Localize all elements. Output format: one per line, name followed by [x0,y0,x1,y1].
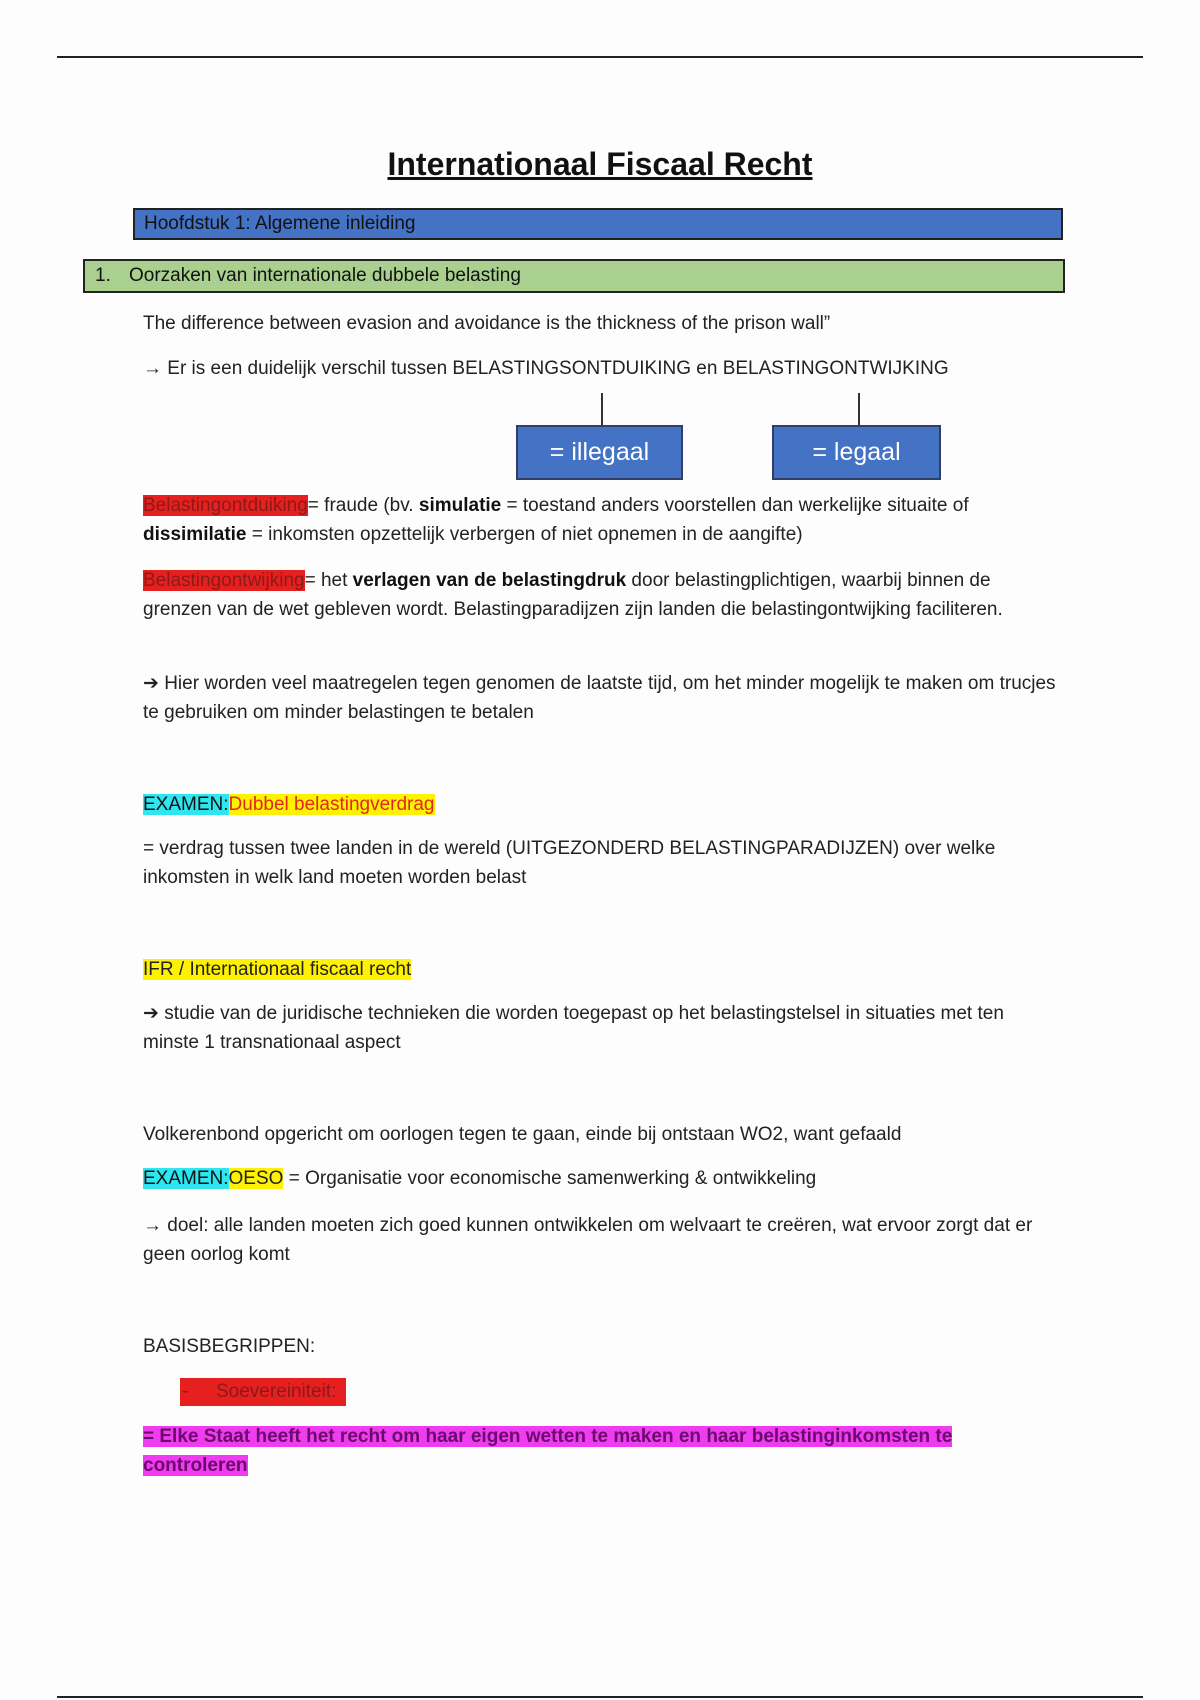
simulatie-term: simulatie [418,495,502,516]
legal-box: = legaal [772,425,941,480]
soevereiniteit-bullet [180,1378,346,1406]
oeso-term: OESO [228,1168,284,1189]
belastingdruk-term: verlagen van de belastingdruk [352,570,627,591]
quote-paragraph: The difference between evasion and avoidance is the thickness of the prison wall” [143,313,831,334]
volkerenbond-paragraph: Volkerenbond opgericht om oorlogen tegen te gaan, einde bij ontstaan WO2, want gefaald [143,1124,902,1145]
ontwijking-text-2: door belastingplichtigen, waarbij binnen de grenzen van de wet gebleven wordt. Belastingparadijzen zijn landen die belastingontwijking faciliteren. [143,570,1003,620]
dubbel-belastingverdrag-term: Dubbel belastingverdrag [228,794,435,815]
ifr-term: IFR / Internationaal fiscaal recht [143,959,412,980]
chapter-heading: Hoofdstuk 1: Algemene inleiding [133,208,1063,240]
section-title: Oorzaken van internationale dubbele belasting [129,265,521,286]
exam-label: EXAMEN: [143,794,229,815]
oeso-definition: = Organisatie voor economische samenwerking & ontwikkeling [283,1168,817,1189]
connector-line-illegal [601,393,603,425]
connector-line-legal [858,393,860,425]
illegal-box: = illegaal [516,425,683,480]
ontwijking-paragraph [143,566,1063,624]
ontwijking-term: Belastingontwijking [143,570,305,591]
maatregelen-paragraph: ➔ Hier worden veel maatregelen tegen genomen de laatste tijd, om het minder mogelijk te maken om trucjes te gebruiken om minder belastingen te betalen [143,673,1056,723]
staat-definition: = Elke Staat heeft het recht om haar eigen wetten te maken en haar belastinginkomsten te controleren [143,1426,953,1476]
staat-paragraph [143,1422,983,1480]
section-heading [83,259,1065,293]
exam-oeso-paragraph [143,1164,1063,1193]
ontduiking-text-1: = fraude (bv. [307,495,419,516]
exam-label-2: EXAMEN: [143,1168,229,1189]
document-title: Internationaal Fiscaal Recht [387,146,813,182]
difference-paragraph: → Er is een duidelijk verschil tussen BELASTINGSONTDUIKING en BELASTINGONTWIJKING [143,358,949,379]
verdrag-paragraph: = verdrag tussen twee landen in de wereld (UITGEZONDERD BELASTINGPARADIJZEN) over welke inkomsten in welk land moeten worden belast [143,838,996,888]
ontduiking-term: Belastingontduiking [143,495,308,516]
bottom-rule [57,1696,1143,1698]
top-rule [57,56,1143,58]
ifr-paragraph: ➔ studie van de juridische technieken die worden toegepast op het belastingstelsel in situaties met ten minste 1 transnationaal aspect [143,1003,1004,1053]
exam-dubbel-heading [143,790,1063,819]
ontduiking-text-3: = inkomsten opzettelijk verbergen of niet opnemen in de aangifte) [246,524,803,545]
bullet-dash: - [182,1381,189,1402]
ontduiking-text-2: = toestand anders voorstellen dan werkelijke situaite of [501,495,969,516]
ontduiking-paragraph [143,491,1063,549]
ifr-heading [143,955,1063,984]
basisbegrippen-heading: BASISBEGRIPPEN: [143,1336,316,1357]
section-number: 1. [95,265,111,286]
ontwijking-text-1: = het [304,570,353,591]
soevereiniteit-label: Soevereiniteit: [216,1381,337,1402]
doel-paragraph: → doel: alle landen moeten zich goed kunnen ontwikkelen om welvaart te creëren, wat ervoor zorgt dat er geen oorlog komt [143,1215,1033,1265]
dissimilatie-term: dissimilatie [143,524,247,545]
